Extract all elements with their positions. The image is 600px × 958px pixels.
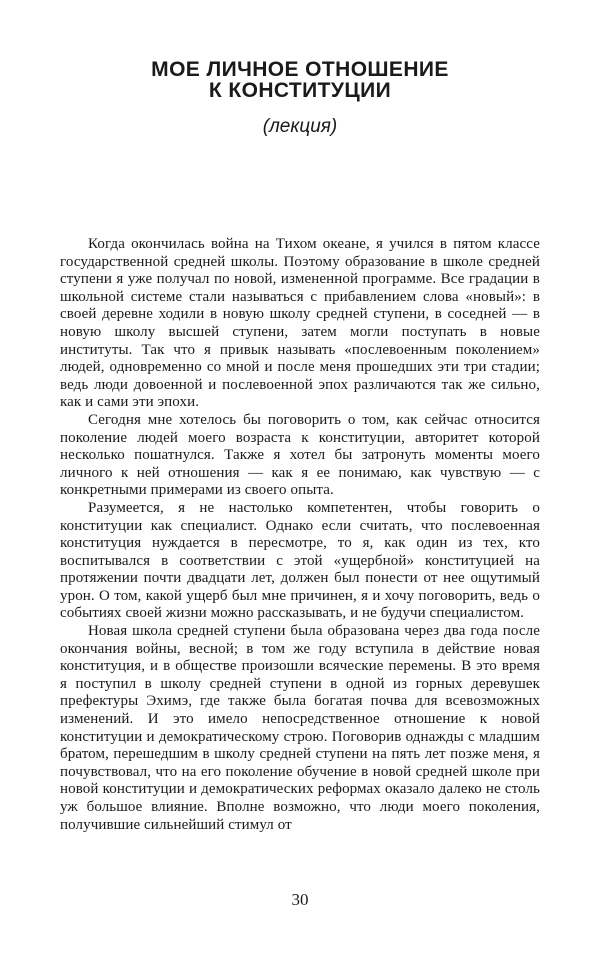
chapter-title-line-2: К КОНСТИТУЦИИ <box>208 79 392 102</box>
body-text <box>60 236 540 834</box>
chapter-subtitle: (лекция) <box>262 116 338 137</box>
chapter-title-line-1: МОЕ ЛИЧНОЕ ОТНОШЕНИЕ <box>151 58 449 81</box>
paragraph: Сегодня мне хотелось бы поговорить о том, как сейчас относится поколение людей моего возраста к конституции, авторитет которой несколько пошатнулся. Также я хотел бы затронуть моменты моего личного к ней отношения — как я ее понимаю, как чувствую — с конкретными примерами из своего опыта. <box>60 411 540 499</box>
page-number: 30 <box>291 890 309 909</box>
paragraph: Когда окончилась война на Тихом океане, я учился в пятом классе государственной средней школы. Поэтому образование в школе средней ступени я уже получал по новой, измененной программе. Все градации в школьной системе стали называться с прибавлением слова «новый»: в своей деревне ходили в новую школу средней ступени, в соседней — в новую школу высшей ступени, затем могли поступать в новые институты. Так что я привык называть «послевоенным поколением» людей, одновременно со мной и после меня прошедших эти три стадии; ведь люди довоенной и послевоенной эпох различаются так же сильно, как и сами эти эпохи. <box>60 236 540 411</box>
paragraph: Разумеется, я не настолько компетентен, чтобы говорить о конституции как специалист. Однако если считать, что послевоенная конституция нуждается в пересмотре, то я, как один из тех, кто воспитывался в соответствии с этой «ущербной» конституцией на протяжении почти двадцати лет, должен был понести от нее ощутимый урон. О том, какой ущерб был мне причинен, я и хочу поговорить, ведь о событиях своей жизни можно рассказывать, и не будучи специалистом. <box>60 499 540 622</box>
paragraph: Новая школа средней ступени была образована через два года после окончания войны, весной; в том же году вступила в действие новая конституция, и в обществе произошли всяческие перемены. В это время я поступил в школу средней ступени в одной из горных деревушек префектуры Эхимэ, где также была богатая почва для всевозможных изменений. И это имело непосредственное отношение к новой конституции и демократическому строю. Поговорив однажды с младшим братом, перешедшим в школу средней ступени на пять лет позже меня, я почувствовал, что на его поколение обучение в новой средней школе при новой конституции и демократических реформах оказало далеко не столь уж большое влияние. Вполне возможно, что люди моего поколения, получившие сильнейший стимул от <box>60 623 540 833</box>
